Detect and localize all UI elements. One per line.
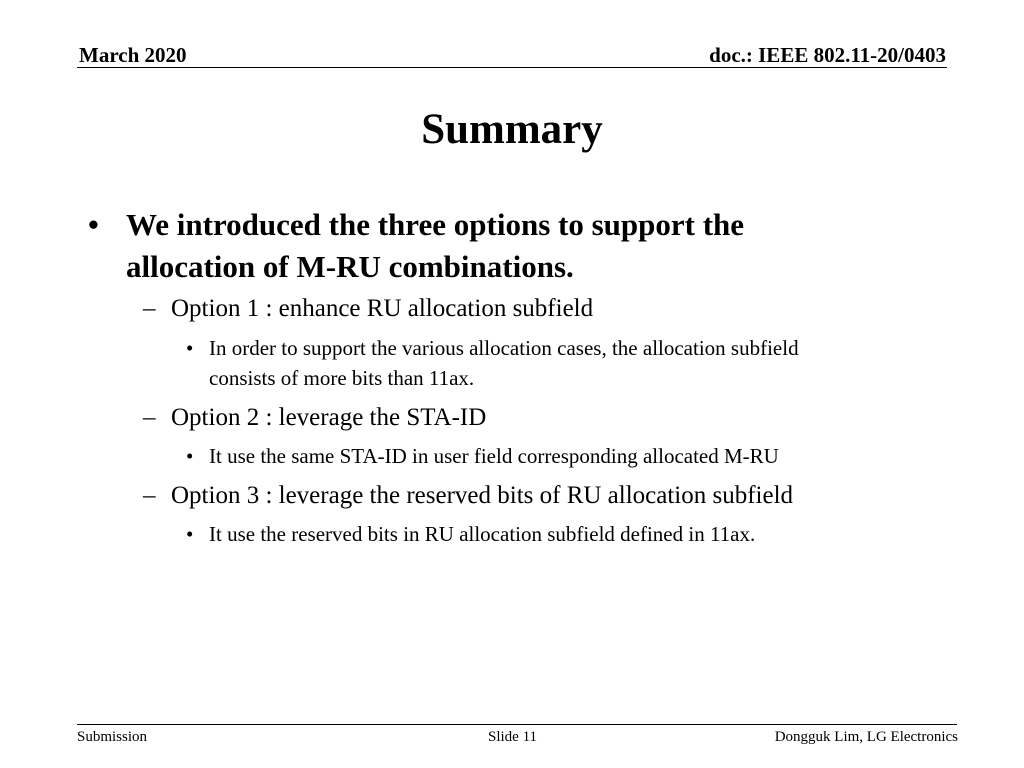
sub-bullet-marker: •: [186, 336, 194, 360]
option-3-detail-line-1: It use the reserved bits in RU allocation subfield defined in 11ax.: [209, 522, 756, 546]
option-2-text: Option 2 : leverage the STA-ID: [171, 404, 487, 431]
footer-slide-number: Slide 11: [488, 729, 538, 745]
header-doc-id: doc.: IEEE 802.11-20/0403: [709, 43, 946, 67]
bullet-marker: •: [88, 207, 99, 242]
footer-divider: [77, 724, 957, 725]
option-1-detail-line-2: consists of more bits than 11ax.: [209, 366, 475, 390]
header-date: March 2020: [79, 43, 187, 67]
main-bullet-line-1: We introduced the three options to support the: [126, 207, 745, 242]
option-1-detail-line-1: In order to support the various allocation cases, the allocation subfield: [209, 336, 799, 360]
option-1-text: Option 1 : enhance RU allocation subfield: [171, 295, 594, 322]
footer-author: Dongguk Lim, LG Electronics: [774, 729, 958, 745]
sub-bullet-marker: •: [186, 444, 194, 468]
sub-bullet-marker: •: [186, 522, 194, 546]
option-3-text: Option 3 : leverage the reserved bits of RU allocation subfield: [171, 482, 794, 509]
dash-marker: –: [143, 482, 156, 509]
dash-marker: –: [143, 295, 156, 322]
slide-title: Summary: [421, 106, 603, 153]
main-bullet-line-2: allocation of M-RU combinations.: [126, 249, 574, 284]
footer-submission: Submission: [77, 729, 148, 745]
dash-marker: –: [143, 404, 156, 431]
option-2-detail-line-1: It use the same STA-ID in user field corresponding allocated M-RU: [209, 444, 779, 468]
